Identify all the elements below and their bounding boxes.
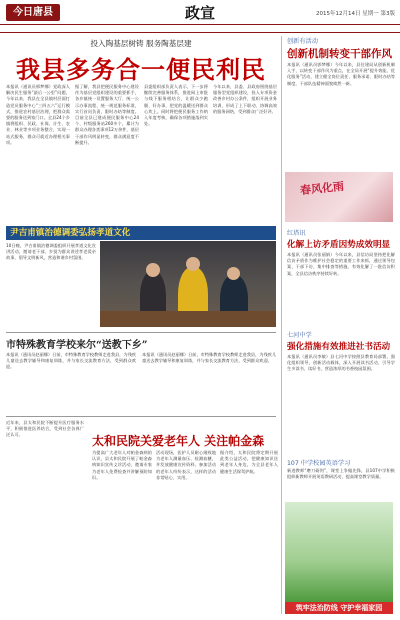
- feature-column-3: 据介绍，太和民院将定期开展此类公益活动，把健康知识送到老年人身边，为全县老年人健康生活保驾护航。: [220, 450, 278, 474]
- right-top-tag: 创新有活动: [287, 38, 318, 45]
- right-low-tag: 七河中学: [287, 332, 312, 339]
- right-mid-headline: 化解上访矛盾因势成效明显: [287, 240, 391, 250]
- feature-left-text: 近年来，县太和民院不断提升医疗服务水平，积极推进医养结合，受到社会各界广泛认可。: [6, 420, 84, 438]
- lead-headline: 我县多务合一便民利民: [16, 55, 266, 84]
- lead-kicker: 投入陶基层树铸 服务陶基层建: [90, 39, 192, 48]
- section-rule: [6, 416, 276, 417]
- feature-headline: 太和民院关爱老年人 关注帕金森: [92, 434, 265, 448]
- promo-illustration: [285, 502, 393, 602]
- right-low-headline: 强化措施有效推进社书活动: [287, 342, 391, 352]
- right-top-headline: 创新机制转变干部作风: [287, 48, 392, 60]
- right-mid-body: 本报讯（通讯员张丽娟）今年以来，县信访局坚持把化解信访矛盾作为维护社会稳定的重要工作来抓，通过领导包案、干部下访、集中排查等措施，有效化解了一批信访积案，全县信访秩序持续好转。: [287, 252, 395, 276]
- lower-left-body-1: 本报讯（通讯员赵丽娜）日前，市特殊教育学校教师走进我县，为残疾儿童送去教学辅导和康复训练，并与家长交流教育方法，受到群众欢迎。: [6, 352, 136, 370]
- table-surface: [100, 311, 276, 327]
- masthead-rule: [0, 24, 400, 25]
- lower-left-body-2: 本报讯（通讯员赵丽娜）日前，市特殊教育学校教师走进我县，为残疾儿童送去教学辅导和康复训练，并与家长交流教育方法，受到群众欢迎。: [142, 352, 276, 364]
- event-photo: [100, 241, 276, 327]
- audience-face: [227, 267, 240, 280]
- photo-section-banner: 尹吉甫镇治德调委弘扬孝道文化: [6, 226, 276, 240]
- photo-caption-text: 10日晚，尹吉甫镇治德调委组织开展孝道文化宣讲活动，邀请老干部、乡贤为群众讲述孝老爱亲故事，倡导文明新风，营造和谐乡村氛围。: [6, 243, 96, 261]
- feature-column-2: 活动现场，医护人员耐心细致地为老年人测量血压、检测血糖，并发放健康宣传资料。参加活动的老年人纷纷表示，这样的活动非常贴心、实用。: [156, 450, 216, 480]
- decorative-banner-title: 春风化雨: [299, 179, 345, 198]
- right-top-body: 本报讯（通讯员郭梦娜）今年以来，县住建局从创新机制入手，以转变干部作风为重点，在全局开展“提升效能、优化服务”活动，建立健全岗位责任、服务承诺、限时办结等制度，干部队伍精神面貌焕然一新。: [287, 62, 395, 86]
- right-bottom-body: 新进教师“磨刀砺剑”，课堂上争做先锋，县107中学积极组织新教师开展英语教研活动，提高课堂教学质量。: [287, 468, 395, 480]
- issue-date-line: 2015年12月14日 星期一 第3版: [316, 11, 395, 17]
- right-low-body: 本报讯（通讯员李敏）县七河中学按照县教育局部署，强化组织领导，创新活动载体，深入开展读书活动，引导学生多读书、读好书，营造浓厚的书香校园氛围。: [287, 354, 395, 372]
- lead-column-2: 据了解，我县把便民服务中心建设作为基层党组织建设的重要抓手，各乡镇统一设置服务大厅、统一公示办事流程、统一规范服务标准，实行首问负责、限时办结等制度。目前全县已建成便民服务中心24个、村级服务站260多个，累计为群众办理各类事项12万余件，基层干部作风明显转变，群众满意度不断提升。: [75, 84, 139, 145]
- lead-column-1: 本报讯（通讯员邢梦娜）党政深人解决民生服务“最后一公里”问题，今年以来，我县在全县镇村层面打造党员服务中心“三四五六”运行模式，推进农村基层治理，把群众需要的服务送到家门口。全县24个乡镇将组织、民政、社保、计生、农业、林业等多项业务整合，实现一站式服务，群众可就近办理相关事项。: [6, 84, 70, 145]
- feature-column-1: 为提高广大老年人对帕金森病的认识，县太和民院开展了帕金森病知识宣传义诊活动，邀请专家为老年人免费检查并讲解预防知识。: [92, 450, 152, 480]
- section-rule: [6, 332, 276, 333]
- column-divider: [281, 36, 282, 614]
- right-mid-tag: 红塔讯: [287, 230, 306, 237]
- feature-left-column: [6, 420, 84, 614]
- lead-column-3: 县委组织部负责人表示，下一步将继续完善服务体系，推进网上审批与线下服务相结合，让群众少跑腿、好办事，把党的温暖送到群众心坎上。同时将把便民服务工作纳入年度考核，确保各项措施落到实处。: [144, 84, 208, 127]
- newspaper-logo: 今日唐县: [6, 4, 60, 21]
- promo-banner: 筑牢法治防线 守护幸福家园: [285, 602, 393, 614]
- lead-column-4: 今年以来，县委、县政府围绕基层服务型党组织建设，投入专项资金改善乡村办公条件，组织开展业务培训，形成了上下联动、协调高效的服务网络，受到群众广泛好评。: [213, 84, 277, 114]
- section-title: 政宣: [184, 4, 215, 22]
- right-bottom-tag: 107 中学校园英语学习: [287, 460, 351, 467]
- audience-face: [146, 263, 160, 277]
- lower-left-headline: 市特殊教育学校来尔“送教下乡”: [6, 340, 148, 351]
- speaker-face: [186, 257, 200, 271]
